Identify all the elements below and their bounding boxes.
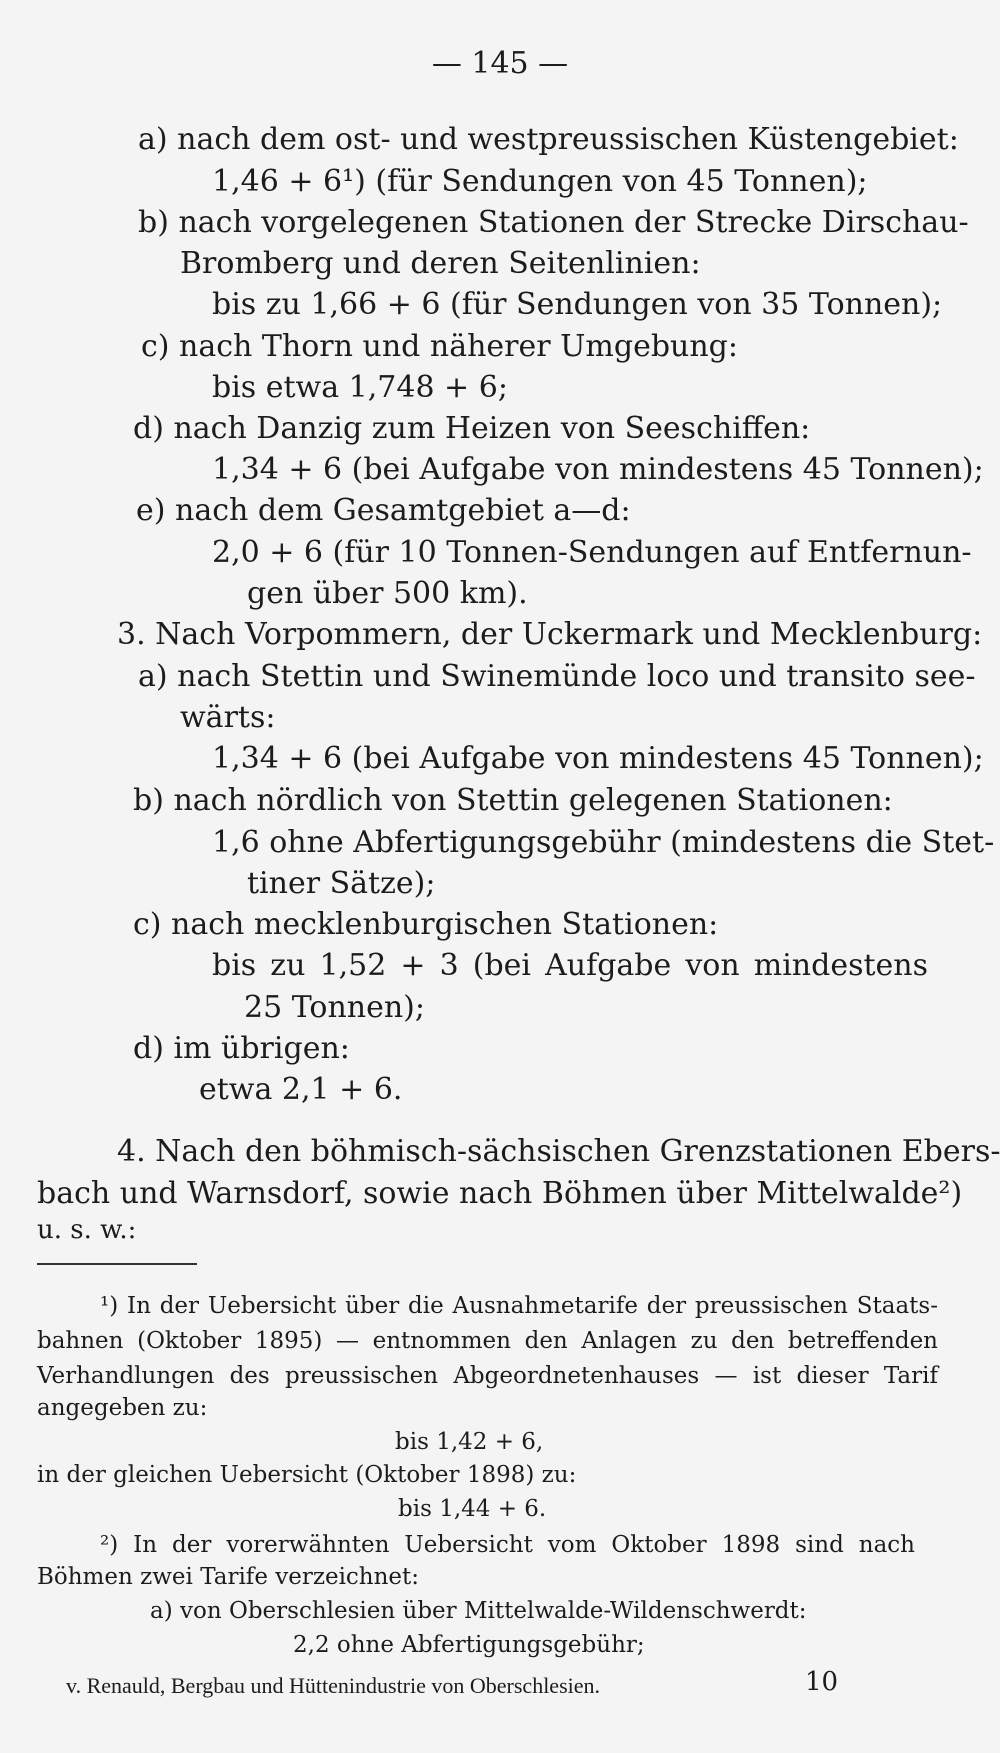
- text-line: c) nach mecklenburgischen Stationen:: [133, 907, 719, 942]
- text-line: 1,34 + 6 (bei Aufgabe von mindestens 45 Tonnen);: [212, 741, 984, 776]
- footnote-line: bahnen (Oktober 1895) — entnommen den Anlagen zu den betreffenden: [37, 1328, 938, 1354]
- footnote-line: 2,2 ohne Abfertigungsgebühr;: [293, 1632, 645, 1658]
- text-line: d) im übrigen:: [133, 1031, 350, 1066]
- text-line: u. s. w.:: [37, 1215, 137, 1245]
- text-line: d) nach Danzig zum Heizen von Seeschiffen:: [133, 411, 811, 446]
- text-line: gen über 500 km).: [247, 576, 528, 611]
- footnote-line: angegeben zu:: [37, 1395, 208, 1421]
- text-line: 3. Nach Vorpommern, der Uckermark und Mecklenburg:: [117, 617, 983, 652]
- footnote-line: bis 1,44 + 6.: [398, 1496, 547, 1522]
- text-line: bis etwa 1,748 + 6;: [212, 370, 508, 405]
- text-line: 2,0 + 6 (für 10 Tonnen-Sendungen auf Entfernun-: [212, 535, 972, 570]
- text-line: c) nach Thorn und näherer Umgebung:: [141, 329, 738, 364]
- text-line: tiner Sätze);: [247, 866, 436, 901]
- text-line: 4. Nach den böhmisch-sächsischen Grenzstationen Ebers-: [117, 1134, 1000, 1169]
- text-line: wärts:: [180, 700, 276, 735]
- text-line: b) nach vorgelegenen Stationen der Strecke Dirschau-: [138, 205, 969, 240]
- text-line: a) nach dem ost- und westpreussischen Küstengebiet:: [138, 122, 959, 157]
- signature-number: 10: [805, 1667, 839, 1697]
- text-line: etwa 2,1 + 6.: [199, 1072, 403, 1107]
- page-number: — 145 —: [431, 46, 569, 81]
- text-line: 1,46 + 6¹) (für Sendungen von 45 Tonnen);: [212, 164, 868, 199]
- text-line: b) nach nördlich von Stettin gelegenen Stationen:: [133, 783, 893, 818]
- text-line: a) nach Stettin und Swinemünde loco und transito see-: [138, 659, 976, 694]
- footnote-line: a) von Oberschlesien über Mittelwalde-Wildenschwerdt:: [150, 1598, 807, 1624]
- text-line: e) nach dem Gesamtgebiet a—d:: [136, 493, 631, 528]
- footnote-line: ¹) In der Uebersicht über die Ausnahmetarife der preussischen Staats-: [100, 1293, 938, 1319]
- text-line: 1,6 ohne Abfertigungsgebühr (mindestens die Stet-: [212, 825, 995, 860]
- text-line: 1,34 + 6 (bei Aufgabe von mindestens 45 Tonnen);: [212, 452, 984, 487]
- footnote-line: bis 1,42 + 6,: [395, 1429, 544, 1455]
- footnote-line: ²) In der vorerwähnten Uebersicht vom Oktober 1898 sind nach: [100, 1532, 915, 1558]
- footnote-line: in der gleichen Uebersicht (Oktober 1898) zu:: [37, 1462, 577, 1488]
- text-line: Bromberg und deren Seitenlinien:: [180, 246, 701, 281]
- text-line: 25 Tonnen);: [244, 990, 425, 1025]
- footnote-line: Verhandlungen des preussischen Abgeordnetenhauses — ist dieser Tarif: [37, 1363, 938, 1389]
- text-line: bach und Warnsdorf, sowie nach Böhmen über Mittelwalde²): [37, 1176, 963, 1211]
- signature-line: v. Renauld, Bergbau und Hüttenindustrie von Oberschlesien.: [66, 1673, 601, 1698]
- footnote-line: Böhmen zwei Tarife verzeichnet:: [37, 1564, 420, 1590]
- footnote-divider: [37, 1263, 197, 1265]
- text-line: bis zu 1,66 + 6 (für Sendungen von 35 Tonnen);: [212, 287, 943, 322]
- text-line: bis zu 1,52 + 3 (bei Aufgabe von mindestens: [212, 948, 928, 983]
